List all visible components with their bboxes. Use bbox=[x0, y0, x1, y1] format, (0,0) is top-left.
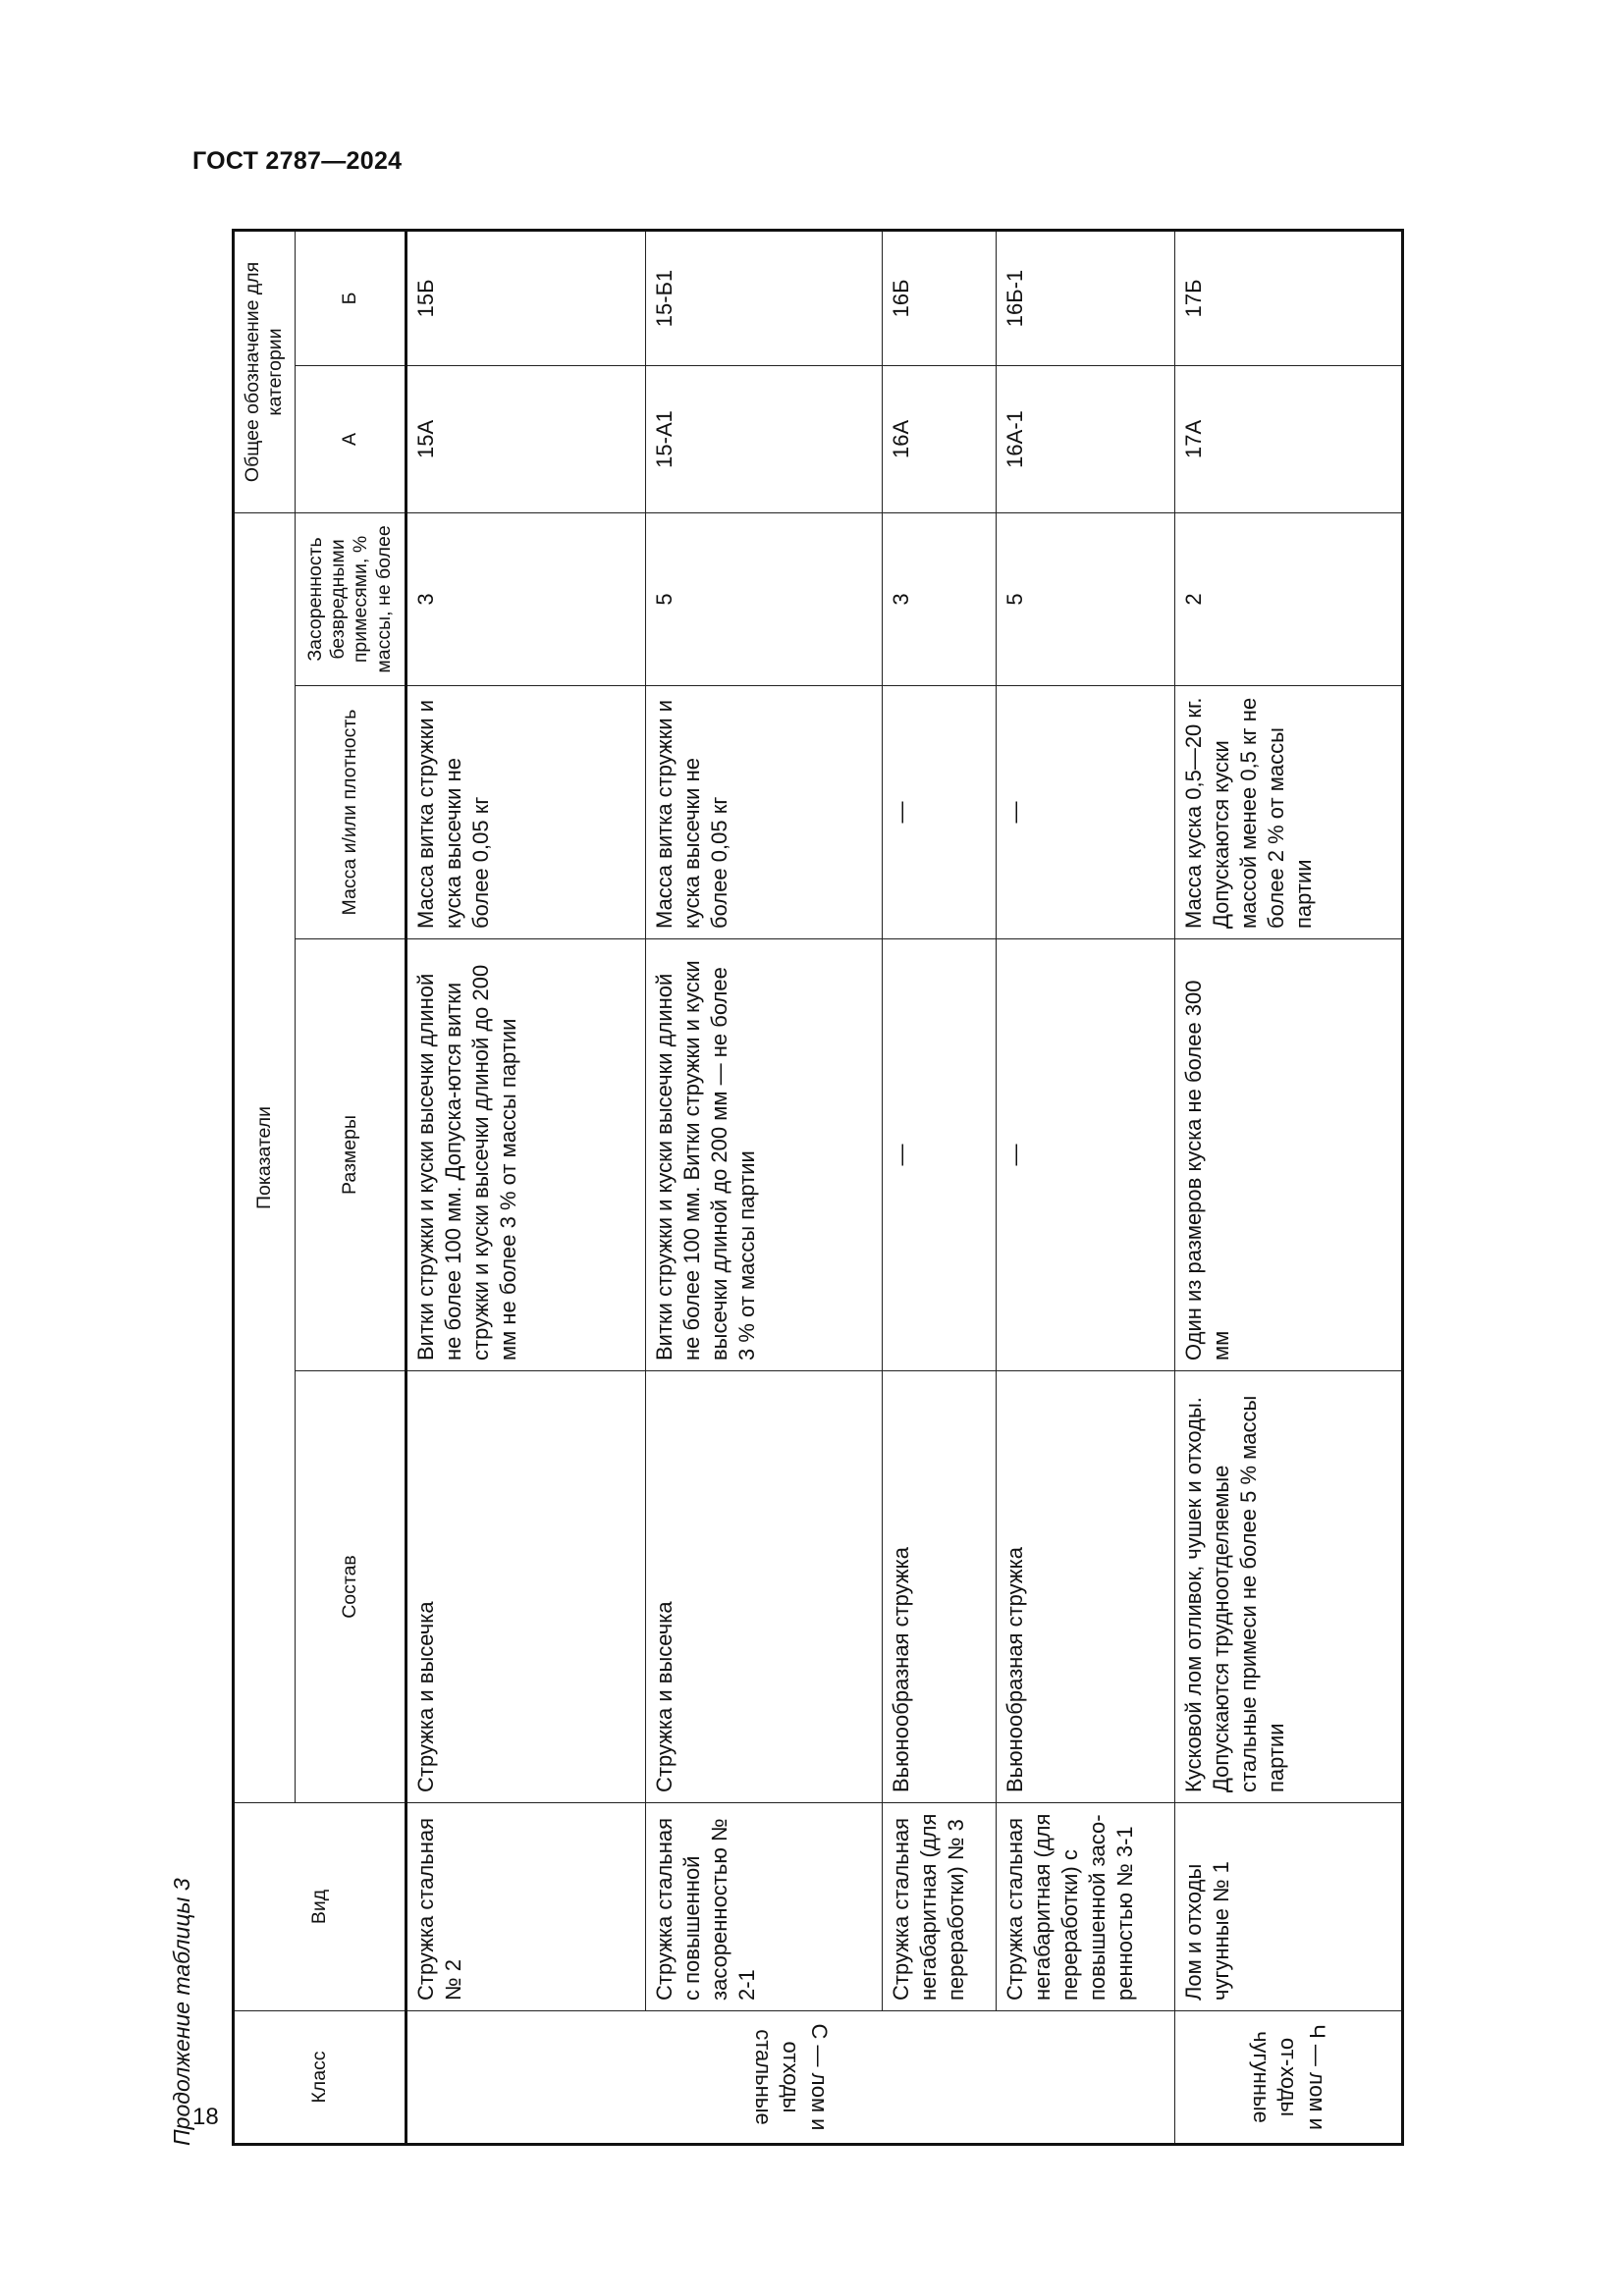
cell-sostav: Вьюнообразная стружка bbox=[996, 1371, 1174, 1803]
klass-label-cast-iron: Ч — лом и от-ходы чугунные bbox=[1248, 2024, 1329, 2130]
table-row bbox=[406, 230, 645, 2144]
col-header-sostav: Состав bbox=[295, 1371, 406, 1803]
klass-cell-steel bbox=[406, 2011, 1174, 2145]
cell-vid: Стружка стальная № 2 bbox=[406, 1803, 645, 2011]
table-row bbox=[883, 230, 997, 2144]
cell-zasorennost: 5 bbox=[645, 512, 883, 685]
table-row bbox=[645, 230, 883, 2144]
cell-sostav: Стружка и высечка bbox=[645, 1371, 883, 1803]
klass-label-steel: С — лом и отходы стальные bbox=[751, 2023, 833, 2131]
cell-massa: Масса куска 0,5—20 кг. Допускаются куски массой менее 0,5 кг не более 2 % от массы партии bbox=[1174, 686, 1402, 939]
col-header-massa: Масса и/или плотность bbox=[295, 686, 406, 939]
col-header-razmery: Размеры bbox=[295, 939, 406, 1371]
page-number: 18 bbox=[192, 2104, 219, 2130]
cell-zasorennost: 3 bbox=[406, 512, 645, 685]
cell-vid: Стружка стальная негабаритная (для переработки) № 3 bbox=[883, 1803, 997, 2011]
col-header-oboznachenie: Общее обозначение для категории bbox=[234, 230, 296, 512]
col-header-pokazateli: Показатели bbox=[234, 512, 296, 1802]
header-row-top bbox=[234, 230, 296, 2144]
cell-razmery: Витки стружки и куски высечки длиной не более 100 мм. Витки стружки и куски высечки длиной до 200 мм — не более 3 % от массы партии bbox=[645, 939, 883, 1371]
cell-cat-a: 16А bbox=[883, 365, 997, 512]
cell-razmery: — bbox=[996, 939, 1174, 1371]
col-header-klass: Класс bbox=[234, 2011, 406, 2145]
cell-zasorennost: 3 bbox=[883, 512, 997, 685]
cell-cat-b: 16Б bbox=[883, 230, 997, 365]
cell-razmery: — bbox=[883, 939, 997, 1371]
cell-cat-a: 15-А1 bbox=[645, 365, 883, 512]
cell-zasorennost: 5 bbox=[996, 512, 1174, 685]
cell-cat-a: 15А bbox=[406, 365, 645, 512]
cell-sostav: Вьюнообразная стружка bbox=[883, 1371, 997, 1803]
cell-vid: Стружка стальная с повышенной засоренностью № 2-1 bbox=[645, 1803, 883, 2011]
cell-vid: Лом и отходы чугунные № 1 bbox=[1174, 1803, 1402, 2011]
col-header-cat-b: Б bbox=[295, 230, 406, 365]
cell-cat-b: 15-Б1 bbox=[645, 230, 883, 365]
document-header: ГОСТ 2787—2024 bbox=[192, 147, 403, 175]
cell-massa: — bbox=[883, 686, 997, 939]
cell-cat-b: 15Б bbox=[406, 230, 645, 365]
cell-cat-a: 17А bbox=[1174, 365, 1402, 512]
scrap-classification-table bbox=[232, 229, 1404, 2146]
cell-massa: Масса витка стружки и куска высечки не более 0,05 кг bbox=[645, 686, 883, 939]
cell-sostav: Стружка и высечка bbox=[406, 1371, 645, 1803]
col-header-cat-a: А bbox=[295, 365, 406, 512]
cell-razmery: Витки стружки и куски высечки длиной не более 100 мм. Допуска-ются витки стружки и куски высечки длиной до 200 мм не более 3 % от массы партии bbox=[406, 939, 645, 1371]
col-header-vid: Вид bbox=[234, 1803, 406, 2011]
cell-cat-b: 16Б-1 bbox=[996, 230, 1174, 365]
klass-cell-cast-iron bbox=[1174, 2011, 1402, 2145]
cell-sostav: Кусковой лом отливок, чушек и отходы. Допускаются трудноотделяемые стальные примеси не более 5 % массы партии bbox=[1174, 1371, 1402, 1803]
cell-vid: Стружка стальная негабаритная (для переработки) с повышенной засо-ренностью № 3-1 bbox=[996, 1803, 1174, 2011]
table-caption: Продолжение таблицы 3 bbox=[169, 1878, 194, 2146]
cell-massa: — bbox=[996, 686, 1174, 939]
cell-massa: Масса витка стружки и куска высечки не более 0,05 кг bbox=[406, 686, 645, 939]
cell-cat-a: 16А-1 bbox=[996, 365, 1174, 512]
cell-razmery: Один из размеров куска не более 300 мм bbox=[1174, 939, 1402, 1371]
cell-zasorennost: 2 bbox=[1174, 512, 1402, 685]
table-row bbox=[1174, 230, 1402, 2144]
cell-cat-b: 17Б bbox=[1174, 230, 1402, 365]
col-header-zasorennost: Засоренность безвредными примесями, % массы, не более bbox=[295, 512, 406, 685]
table-row bbox=[996, 230, 1174, 2144]
